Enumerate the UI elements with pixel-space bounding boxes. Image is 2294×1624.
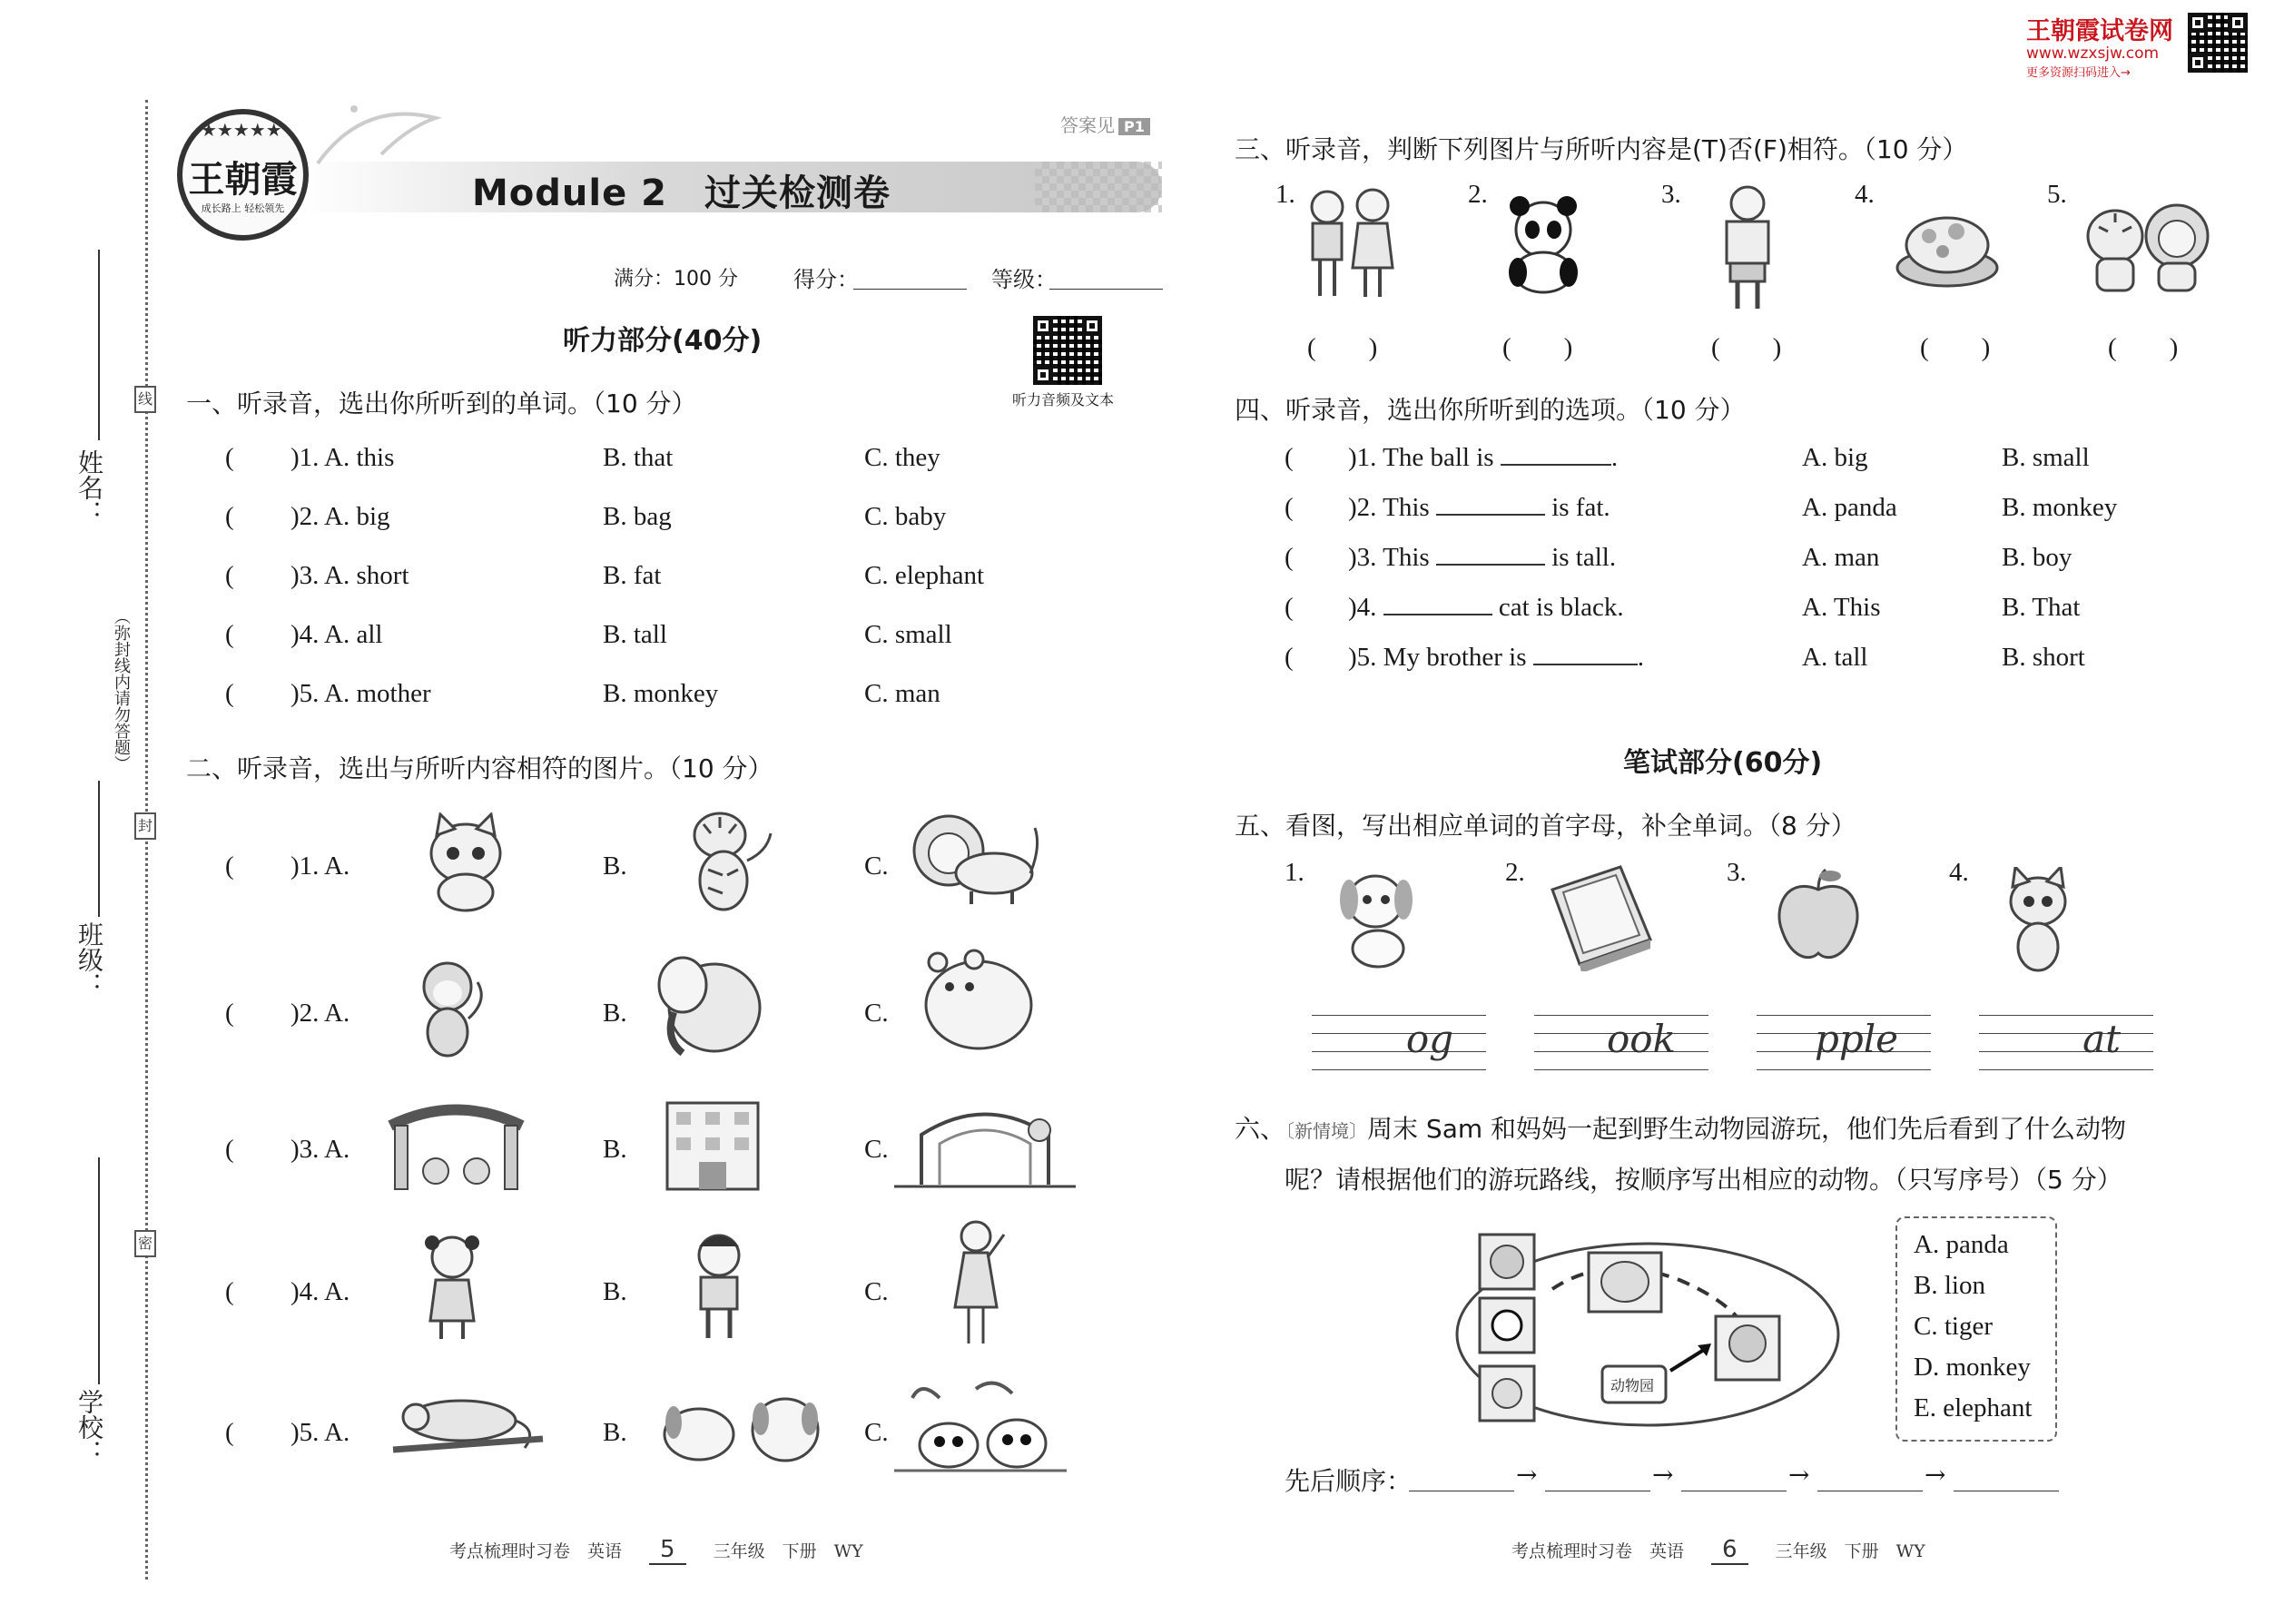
q2-2b-elephant-picture[interactable] xyxy=(646,944,769,1067)
brand-url: www.wzxsjw.com xyxy=(2026,44,2160,63)
q5-num-3: 3. xyxy=(1727,858,1747,887)
q2-3a-zoo-picture[interactable] xyxy=(381,1098,531,1194)
q4-item-2-blank[interactable] xyxy=(1436,514,1545,516)
q3-1-couple-picture[interactable] xyxy=(1300,182,1400,304)
q3-num-1: 1. xyxy=(1275,180,1295,209)
q5-3-write-area[interactable] xyxy=(1757,1015,1931,1078)
q2-item-4-c: C. xyxy=(864,1277,889,1306)
q3-5-tiger-lion-picture[interactable] xyxy=(2079,195,2215,295)
q4-item-2 xyxy=(1348,493,1610,523)
q2-2a-monkey-picture[interactable] xyxy=(407,955,493,1059)
q4-item-3-b[interactable]: B. boy xyxy=(2002,543,2072,572)
q2-item-2-c: C. xyxy=(864,999,889,1028)
q6-title-text: 周末 Sam 和妈妈一起到野生动物园游玩，他们先后看到了什么动物 xyxy=(1367,1114,2127,1144)
margin-box-line: 线 xyxy=(134,386,156,413)
q4-item-5 xyxy=(1348,643,1644,673)
q6-title-line1 xyxy=(1235,1109,2126,1146)
q1-title: 一、听录音，选出你所听到的单词。（10 分） xyxy=(186,389,697,418)
q5-3-apple-picture[interactable] xyxy=(1768,867,1868,967)
q4-item-4-a[interactable]: A. This xyxy=(1802,593,1881,622)
q1-item-4: )4. A. all xyxy=(290,620,383,649)
class-write-line[interactable] xyxy=(98,781,100,917)
zoo-sign-text: 动物园 xyxy=(1610,1377,1655,1394)
q2-item-5-c: C. xyxy=(864,1418,889,1447)
q2-4c-woman-picture[interactable] xyxy=(944,1216,1017,1353)
q6-zoo-map-picture[interactable] xyxy=(1443,1216,1843,1439)
listening-qr-code[interactable] xyxy=(1033,316,1102,385)
q3-answer-4[interactable]: ( ) xyxy=(1920,333,1991,362)
score-label: 得分： xyxy=(793,267,859,292)
q1-item-3-c[interactable]: C. elephant xyxy=(864,561,985,590)
q4-item-5-a[interactable]: A. tall xyxy=(1802,643,1868,672)
name-label: 姓名： xyxy=(74,449,104,526)
q2-1c-lion-picture[interactable] xyxy=(908,810,1044,910)
brand-block xyxy=(2026,11,2173,80)
q4-item-3-blank[interactable] xyxy=(1436,564,1545,566)
q3-2-panda-picture[interactable] xyxy=(1498,195,1589,295)
q6-option-b: B. lion xyxy=(1914,1271,1985,1300)
q1-item-2-paren: ( xyxy=(225,502,234,531)
q1-item-5: )5. A. mother xyxy=(290,679,431,708)
q1-item-4-paren: ( xyxy=(225,620,234,649)
q4-item-4-blank[interactable] xyxy=(1383,614,1492,615)
q2-1a-cat-picture[interactable] xyxy=(413,812,517,912)
q1-item-1-paren: ( xyxy=(225,443,234,472)
answer-page-badge: P1 xyxy=(1118,118,1150,135)
qr-caption: 听力音频及文本 xyxy=(1012,391,1115,408)
q5-2-write-area[interactable] xyxy=(1534,1015,1708,1078)
q6-arrow-4: → xyxy=(1925,1460,1946,1490)
q6-title-line2: 呢？请根据他们的游玩路线，按顺序写出相应的动物。（只写序号）（5 分） xyxy=(1285,1165,2122,1195)
q1-item-2: )2. A. big xyxy=(290,502,390,531)
q4-item-4-pre: )4. xyxy=(1348,593,1383,622)
margin-box-seal: 封 xyxy=(134,812,156,840)
q2-3c-park-picture[interactable] xyxy=(894,1094,1076,1194)
written-heading: 笔试部分(60分) xyxy=(1623,747,1823,779)
q4-item-5-b[interactable]: B. short xyxy=(2002,643,2085,672)
brand-name: 王朝霞试卷网 xyxy=(2026,17,2173,45)
q3-answer-5[interactable]: ( ) xyxy=(2108,333,2179,362)
q2-item-3-b: B. xyxy=(603,1135,627,1164)
q2-item-3: )3. A. xyxy=(290,1135,350,1164)
q2-item-3-paren: ( xyxy=(225,1135,234,1164)
footer-left-page-number: 5 xyxy=(649,1536,686,1565)
q3-num-5: 5. xyxy=(2047,180,2067,209)
q2-item-5-paren: ( xyxy=(225,1418,234,1447)
q6-order-label: 先后顺序： xyxy=(1285,1466,1413,1496)
score-input-line[interactable] xyxy=(853,289,967,290)
q4-item-3-paren: ( xyxy=(1285,543,1294,572)
q6-arrow-1: → xyxy=(1516,1460,1538,1490)
grade-input-line[interactable] xyxy=(1049,289,1163,290)
brand-qr-code[interactable] xyxy=(2188,13,2248,73)
q5-1-dog-picture[interactable] xyxy=(1334,867,1421,971)
q2-item-3-c: C. xyxy=(864,1135,889,1164)
q3-num-3: 3. xyxy=(1661,180,1681,209)
q1-item-2-c[interactable]: C. baby xyxy=(864,502,947,531)
full-score: 满分：100 分 xyxy=(614,268,738,290)
q2-1b-tiger-picture[interactable] xyxy=(676,806,776,920)
q2-item-1: )1. A. xyxy=(290,851,350,881)
footer-right-book: 考点梳理时习卷 英语 xyxy=(1511,1541,1685,1561)
q2-4a-girl-picture[interactable] xyxy=(416,1230,488,1343)
q1-item-3-b[interactable]: B. fat xyxy=(603,561,662,590)
q4-item-4-b[interactable]: B. That xyxy=(2002,593,2081,622)
q4-item-1-a[interactable]: A. big xyxy=(1802,443,1868,472)
school-write-line[interactable] xyxy=(98,1157,100,1384)
q6-option-e: E. elephant xyxy=(1914,1393,2033,1422)
publisher-logo xyxy=(177,109,309,241)
q6-arrow-3: → xyxy=(1788,1460,1810,1490)
listening-heading: 听力部分(40分) xyxy=(563,325,763,357)
q3-num-2: 2. xyxy=(1468,180,1488,209)
q1-item-2-b[interactable]: B. bag xyxy=(603,502,672,531)
q4-item-4-paren: ( xyxy=(1285,593,1294,622)
q2-title: 二、听录音，选出与所听内容相符的图片。（10 分） xyxy=(186,753,773,783)
q6-option-c: C. tiger xyxy=(1914,1312,1993,1341)
q1-item-3-paren: ( xyxy=(225,561,234,590)
q2-item-5-b: B. xyxy=(603,1418,627,1447)
q4-item-4 xyxy=(1348,593,1624,623)
q4-item-3 xyxy=(1348,543,1616,573)
q4-item-2-a[interactable]: A. panda xyxy=(1802,493,1897,522)
q4-item-1-blank[interactable] xyxy=(1501,464,1611,466)
q4-item-1-post: . xyxy=(1610,443,1619,472)
answer-ref-text: 答案见 xyxy=(1060,114,1115,136)
q6-title-prefix: 六、 xyxy=(1235,1114,1286,1144)
q5-2-book-picture[interactable] xyxy=(1543,862,1657,971)
q2-item-2-paren: ( xyxy=(225,999,234,1028)
q5-4-cat-picture[interactable] xyxy=(1993,867,2083,980)
q4-title: 四、听录音，选出你所听到的选项。（10 分） xyxy=(1235,395,1746,425)
q3-answer-2[interactable]: ( ) xyxy=(1502,333,1573,362)
q5-1-word: og xyxy=(1405,1017,1453,1061)
svg-text:★★★★★: ★★★★★ xyxy=(201,119,282,140)
q3-num-4: 4. xyxy=(1855,180,1875,209)
q4-item-5-blank[interactable] xyxy=(1533,664,1638,665)
q1-item-1-c[interactable]: C. they xyxy=(864,443,940,472)
q4-item-3-a[interactable]: A. man xyxy=(1802,543,1880,572)
q3-3-man-picture[interactable] xyxy=(1707,182,1788,313)
logo-motto: 成长路上 轻松领先 xyxy=(201,202,285,214)
q4-item-2-post: is fat. xyxy=(1544,493,1610,522)
q4-item-1 xyxy=(1348,443,1618,473)
q5-1-write-area[interactable] xyxy=(1312,1015,1486,1078)
q4-item-4-post: cat is black. xyxy=(1492,593,1624,622)
q2-5a-chameleon-picture[interactable] xyxy=(389,1393,547,1466)
logo-stars-icon xyxy=(201,118,291,140)
q2-2c-bear-picture[interactable] xyxy=(906,949,1038,1058)
q2-5b-dogs-picture[interactable] xyxy=(654,1384,826,1471)
q2-4b-boy-picture[interactable] xyxy=(683,1230,755,1343)
answer-reference xyxy=(1060,111,1150,137)
q4-item-5-post: . xyxy=(1637,643,1645,672)
footer-right-page-number: 6 xyxy=(1711,1536,1748,1565)
q4-item-3-pre: )3. This xyxy=(1348,543,1436,572)
seal-note: （弥封线内请勿答题） xyxy=(112,608,131,772)
q2-item-1-paren: ( xyxy=(225,851,234,881)
footer-right xyxy=(1511,1536,1925,1565)
logo-text: 王朝霞 xyxy=(188,158,298,201)
brand-tagline: 更多资源扫码进入→ xyxy=(2026,66,2131,80)
q4-item-3-post: is tall. xyxy=(1544,543,1617,572)
q3-title: 三、听录音，判断下列图片与所听内容是(T)否(F)相符。（10 分） xyxy=(1235,134,1968,164)
banner-checker-pattern xyxy=(1035,162,1162,212)
q2-item-1-c: C. xyxy=(864,851,889,881)
q4-item-5-paren: ( xyxy=(1285,643,1294,672)
q4-item-1-paren: ( xyxy=(1285,443,1294,472)
q3-answer-3[interactable]: ( ) xyxy=(1711,333,1782,362)
q5-4-write-area[interactable] xyxy=(1979,1015,2153,1078)
q4-item-2-pre: )2. This xyxy=(1348,493,1436,522)
q2-item-2: )2. A. xyxy=(290,999,350,1028)
q5-3-word: pple xyxy=(1814,1017,1898,1061)
q4-item-1-pre: )1. The ball is xyxy=(1348,443,1501,472)
footer-left-grade: 三年级 下册 WY xyxy=(713,1541,863,1561)
q5-num-4: 4. xyxy=(1949,858,1969,887)
school-label: 学校： xyxy=(74,1389,104,1465)
q1-item-5-paren: ( xyxy=(225,679,234,708)
q5-4-word: at xyxy=(2082,1017,2121,1061)
binding-dotted-line xyxy=(145,100,148,1580)
q3-answer-1[interactable]: ( ) xyxy=(1307,333,1378,362)
q1-item-5-b[interactable]: B. monkey xyxy=(603,679,719,708)
margin-box-secret: 密 xyxy=(134,1230,156,1257)
q2-3b-school-picture[interactable] xyxy=(658,1094,767,1194)
q4-item-1-b[interactable]: B. small xyxy=(2002,443,2090,472)
footer-left-book: 考点梳理时习卷 英语 xyxy=(449,1541,623,1561)
name-write-line[interactable] xyxy=(98,250,100,440)
q2-item-2-b: B. xyxy=(603,999,627,1028)
q6-option-a: A. panda xyxy=(1914,1230,2009,1259)
q4-item-2-b[interactable]: B. monkey xyxy=(2002,493,2118,522)
q2-5c-pandas-picture[interactable] xyxy=(894,1380,1067,1475)
q2-item-4-paren: ( xyxy=(225,1277,234,1306)
grade-label: 等级： xyxy=(991,267,1057,292)
page-title: Module 2 过关检测卷 xyxy=(472,172,891,214)
q6-option-d: D. monkey xyxy=(1914,1353,2031,1382)
q2-item-5: )5. A. xyxy=(290,1418,350,1447)
q1-item-5-c[interactable]: C. man xyxy=(864,679,940,708)
q5-2-word: ook xyxy=(1606,1017,1676,1061)
q1-item-1: )1. A. this xyxy=(290,443,395,472)
q2-item-4-b: B. xyxy=(603,1277,627,1306)
q2-item-4: )4. A. xyxy=(290,1277,350,1306)
q4-item-5-pre: )5. My brother is xyxy=(1348,643,1533,672)
q5-num-2: 2. xyxy=(1505,858,1525,887)
q2-item-1-b: B. xyxy=(603,851,627,881)
q6-context-tag: 〔新情境〕 xyxy=(1285,1120,1368,1142)
q1-item-4-c[interactable]: C. small xyxy=(864,620,952,649)
q1-item-3: )3. A. short xyxy=(290,561,409,590)
q5-title: 五、看图，写出相应单词的首字母，补全单词。（8 分） xyxy=(1235,811,1856,841)
q3-4-cake-picture[interactable] xyxy=(1893,195,2002,295)
q1-item-1-b[interactable]: B. that xyxy=(603,443,674,472)
q6-arrow-2: → xyxy=(1652,1460,1674,1490)
footer-right-grade: 三年级 下册 WY xyxy=(1775,1541,1925,1561)
q4-item-2-paren: ( xyxy=(1285,493,1294,522)
class-label: 班级： xyxy=(74,921,104,998)
q1-item-4-b[interactable]: B. tall xyxy=(603,620,667,649)
q5-num-1: 1. xyxy=(1285,858,1305,887)
ribbon-decoration xyxy=(300,91,463,172)
footer-left xyxy=(449,1536,863,1565)
